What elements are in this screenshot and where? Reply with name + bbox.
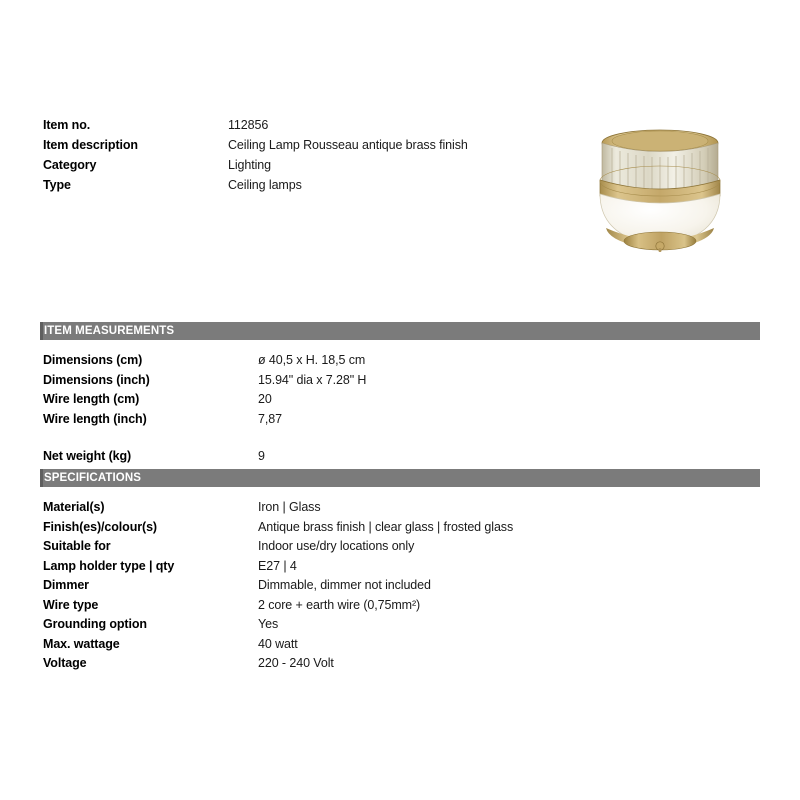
table-row (43, 412, 683, 432)
item-info-row (43, 138, 563, 158)
table-row (43, 617, 683, 637)
row-value: Yes (258, 617, 279, 631)
row-value: 220 - 240 Volt (258, 656, 334, 670)
row-value: Iron | Glass (258, 500, 321, 514)
item-info-value: Ceiling Lamp Rousseau antique brass finish (228, 138, 468, 152)
table-row (43, 539, 683, 559)
item-info-label: Item no. (43, 118, 91, 132)
row-value: Indoor use/dry locations only (258, 539, 415, 553)
row-value: E27 | 4 (258, 558, 297, 573)
row-label: Max. wattage (43, 636, 120, 651)
item-info-row (43, 178, 563, 198)
table-row (43, 392, 683, 412)
row-label: Wire length (cm) (43, 392, 140, 406)
row-value: 15.94" dia x 7.28" H (258, 372, 367, 387)
row-value: 2 core + earth wire (0,75mm²) (258, 597, 421, 612)
item-info-label: Type (43, 178, 71, 192)
item-info-value: Lighting (228, 158, 271, 172)
item-info-value: 112856 (228, 118, 269, 132)
product-photo (560, 110, 760, 290)
section-header-measurements: ITEM MEASUREMENTS (40, 322, 760, 340)
row-label: Material(s) (43, 500, 105, 514)
row-label: Voltage (43, 656, 87, 670)
row-label: Grounding option (43, 617, 147, 631)
table-row (43, 373, 683, 393)
row-value: 20 (258, 392, 272, 406)
table-row (43, 449, 683, 469)
table-row (43, 353, 683, 373)
item-info-value: Ceiling lamps (228, 178, 302, 192)
section-header-specifications: SPECIFICATIONS (40, 469, 760, 487)
row-label: Wire length (inch) (43, 411, 147, 426)
ceiling-lamp-illustration (560, 110, 760, 290)
table-row (43, 656, 683, 676)
table-row (43, 637, 683, 657)
row-label: Lamp holder type | qty (43, 558, 175, 573)
specifications-table (43, 500, 683, 676)
row-label: Net weight (kg) (43, 449, 132, 463)
table-row (43, 578, 683, 598)
row-value: 40 watt (258, 636, 298, 651)
row-label: Dimensions (cm) (43, 353, 143, 367)
item-info-label: Item description (43, 138, 138, 152)
row-value: 7,87 (258, 411, 282, 426)
row-value: Dimmable, dimmer not included (258, 578, 431, 592)
row-label: Finish(es)/colour(s) (43, 519, 157, 534)
row-label: Suitable for (43, 539, 111, 553)
item-info-label: Category (43, 158, 97, 172)
table-row (43, 598, 683, 618)
item-info-block (43, 118, 563, 198)
item-info-row (43, 118, 563, 138)
row-label: Wire type (43, 597, 99, 612)
item-info-row (43, 158, 563, 178)
row-value: Antique brass finish | clear glass | frosted glass (258, 519, 514, 534)
row-value: 9 (258, 449, 265, 463)
table-row (43, 559, 683, 579)
table-row (43, 520, 683, 540)
table-row (43, 500, 683, 520)
row-label: Dimmer (43, 578, 89, 592)
measurements-table (43, 353, 683, 469)
row-value: ø 40,5 x H. 18,5 cm (258, 353, 366, 367)
row-label: Dimensions (inch) (43, 372, 150, 387)
